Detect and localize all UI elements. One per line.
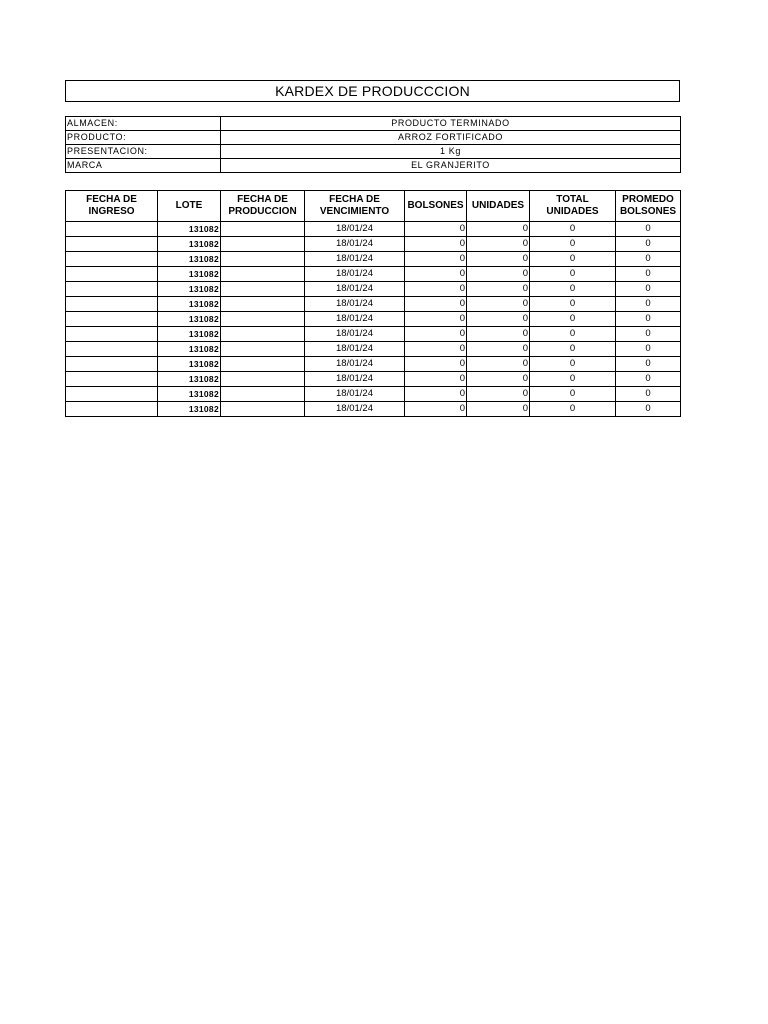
table-row — [66, 372, 681, 387]
cell-lote: 131082 — [158, 342, 221, 357]
cell-promedio-bolsones: 0 — [616, 237, 681, 252]
header-lote: LOTE — [158, 191, 221, 222]
cell-fecha-ingreso — [66, 312, 158, 327]
cell-bolsones: 0 — [405, 252, 467, 267]
cell-unidades: 0 — [467, 282, 530, 297]
cell-fecha-vencimiento: 18/01/24 — [305, 342, 405, 357]
cell-fecha-produccion — [221, 267, 305, 282]
table-row — [66, 327, 681, 342]
cell-fecha-vencimiento: 18/01/24 — [305, 372, 405, 387]
cell-fecha-produccion — [221, 252, 305, 267]
cell-fecha-ingreso — [66, 297, 158, 312]
cell-bolsones: 0 — [405, 222, 467, 237]
cell-fecha-ingreso — [66, 327, 158, 342]
table-row — [66, 237, 681, 252]
info-row-presentacion — [66, 145, 681, 159]
cell-fecha-ingreso — [66, 372, 158, 387]
cell-bolsones: 0 — [405, 327, 467, 342]
cell-total-unidades: 0 — [530, 312, 616, 327]
info-table — [65, 116, 681, 173]
cell-fecha-vencimiento: 18/01/24 — [305, 222, 405, 237]
cell-fecha-ingreso — [66, 342, 158, 357]
cell-promedio-bolsones: 0 — [616, 372, 681, 387]
info-row-almacen — [66, 117, 681, 131]
table-row — [66, 357, 681, 372]
cell-fecha-produccion — [221, 282, 305, 297]
cell-promedio-bolsones: 0 — [616, 312, 681, 327]
table-header-row — [66, 191, 681, 222]
table-row — [66, 312, 681, 327]
cell-unidades: 0 — [467, 327, 530, 342]
cell-fecha-vencimiento: 18/01/24 — [305, 282, 405, 297]
info-value: PRODUCTO TERMINADO — [221, 117, 681, 131]
cell-unidades: 0 — [467, 357, 530, 372]
cell-total-unidades: 0 — [530, 402, 616, 417]
cell-unidades: 0 — [467, 387, 530, 402]
cell-fecha-produccion — [221, 297, 305, 312]
header-fecha-vencimiento: FECHA DE VENCIMIENTO — [305, 191, 405, 222]
cell-lote: 131082 — [158, 267, 221, 282]
cell-fecha-produccion — [221, 387, 305, 402]
cell-total-unidades: 0 — [530, 327, 616, 342]
cell-unidades: 0 — [467, 237, 530, 252]
table-row — [66, 402, 681, 417]
info-row-marca — [66, 159, 681, 173]
header-promedio-bolsones: PROMEDO BOLSONES — [616, 191, 681, 222]
cell-fecha-ingreso — [66, 387, 158, 402]
cell-fecha-vencimiento: 18/01/24 — [305, 312, 405, 327]
table-row — [66, 342, 681, 357]
cell-fecha-vencimiento: 18/01/24 — [305, 402, 405, 417]
cell-total-unidades: 0 — [530, 357, 616, 372]
header-fecha-produccion: FECHA DE PRODUCCION — [221, 191, 305, 222]
cell-promedio-bolsones: 0 — [616, 402, 681, 417]
cell-fecha-ingreso — [66, 267, 158, 282]
header-unidades: UNIDADES — [467, 191, 530, 222]
table-body — [66, 222, 681, 417]
cell-unidades: 0 — [467, 312, 530, 327]
table-row — [66, 297, 681, 312]
page-title: KARDEX DE PRODUCCCION — [65, 80, 680, 102]
cell-promedio-bolsones: 0 — [616, 387, 681, 402]
cell-fecha-ingreso — [66, 222, 158, 237]
cell-total-unidades: 0 — [530, 237, 616, 252]
info-value: 1 Kg — [221, 145, 681, 159]
cell-total-unidades: 0 — [530, 282, 616, 297]
header-fecha-ingreso: FECHA DE INGRESO — [66, 191, 158, 222]
table-row — [66, 267, 681, 282]
cell-bolsones: 0 — [405, 387, 467, 402]
cell-promedio-bolsones: 0 — [616, 267, 681, 282]
cell-fecha-produccion — [221, 357, 305, 372]
cell-bolsones: 0 — [405, 237, 467, 252]
cell-fecha-vencimiento: 18/01/24 — [305, 327, 405, 342]
cell-fecha-produccion — [221, 312, 305, 327]
cell-lote: 131082 — [158, 282, 221, 297]
cell-lote: 131082 — [158, 387, 221, 402]
cell-total-unidades: 0 — [530, 342, 616, 357]
info-label: MARCA — [66, 159, 221, 173]
cell-unidades: 0 — [467, 297, 530, 312]
cell-total-unidades: 0 — [530, 387, 616, 402]
cell-lote: 131082 — [158, 357, 221, 372]
table-row — [66, 282, 681, 297]
cell-lote: 131082 — [158, 237, 221, 252]
cell-lote: 131082 — [158, 297, 221, 312]
cell-total-unidades: 0 — [530, 222, 616, 237]
cell-promedio-bolsones: 0 — [616, 252, 681, 267]
cell-fecha-produccion — [221, 372, 305, 387]
cell-lote: 131082 — [158, 252, 221, 267]
info-value: EL GRANJERITO — [221, 159, 681, 173]
cell-lote: 131082 — [158, 327, 221, 342]
cell-total-unidades: 0 — [530, 252, 616, 267]
cell-promedio-bolsones: 0 — [616, 342, 681, 357]
cell-bolsones: 0 — [405, 267, 467, 282]
cell-promedio-bolsones: 0 — [616, 327, 681, 342]
cell-total-unidades: 0 — [530, 372, 616, 387]
cell-lote: 131082 — [158, 402, 221, 417]
cell-promedio-bolsones: 0 — [616, 222, 681, 237]
cell-promedio-bolsones: 0 — [616, 282, 681, 297]
cell-lote: 131082 — [158, 312, 221, 327]
cell-fecha-vencimiento: 18/01/24 — [305, 297, 405, 312]
cell-unidades: 0 — [467, 222, 530, 237]
cell-fecha-ingreso — [66, 402, 158, 417]
info-label: ALMACEN: — [66, 117, 221, 131]
cell-bolsones: 0 — [405, 357, 467, 372]
cell-fecha-ingreso — [66, 282, 158, 297]
cell-fecha-produccion — [221, 237, 305, 252]
cell-fecha-vencimiento: 18/01/24 — [305, 252, 405, 267]
cell-fecha-produccion — [221, 222, 305, 237]
table-row — [66, 222, 681, 237]
header-total-unidades: TOTAL UNIDADES — [530, 191, 616, 222]
info-label: PRESENTACION: — [66, 145, 221, 159]
cell-fecha-produccion — [221, 402, 305, 417]
cell-fecha-ingreso — [66, 357, 158, 372]
cell-fecha-ingreso — [66, 252, 158, 267]
cell-fecha-vencimiento: 18/01/24 — [305, 387, 405, 402]
cell-bolsones: 0 — [405, 297, 467, 312]
table-row — [66, 252, 681, 267]
cell-fecha-vencimiento: 18/01/24 — [305, 267, 405, 282]
cell-fecha-produccion — [221, 327, 305, 342]
cell-unidades: 0 — [467, 402, 530, 417]
cell-bolsones: 0 — [405, 282, 467, 297]
header-bolsones: BOLSONES — [405, 191, 467, 222]
cell-fecha-vencimiento: 18/01/24 — [305, 237, 405, 252]
cell-unidades: 0 — [467, 342, 530, 357]
table-row — [66, 387, 681, 402]
info-label: PRODUCTO: — [66, 131, 221, 145]
cell-lote: 131082 — [158, 372, 221, 387]
cell-unidades: 0 — [467, 252, 530, 267]
cell-fecha-produccion — [221, 342, 305, 357]
info-value: ARROZ FORTIFICADO — [221, 131, 681, 145]
cell-fecha-ingreso — [66, 237, 158, 252]
cell-fecha-vencimiento: 18/01/24 — [305, 357, 405, 372]
cell-bolsones: 0 — [405, 342, 467, 357]
cell-unidades: 0 — [467, 372, 530, 387]
cell-bolsones: 0 — [405, 312, 467, 327]
cell-total-unidades: 0 — [530, 297, 616, 312]
cell-unidades: 0 — [467, 267, 530, 282]
kardex-table — [65, 190, 681, 417]
cell-bolsones: 0 — [405, 372, 467, 387]
cell-promedio-bolsones: 0 — [616, 297, 681, 312]
cell-lote: 131082 — [158, 222, 221, 237]
info-row-producto — [66, 131, 681, 145]
cell-promedio-bolsones: 0 — [616, 357, 681, 372]
cell-total-unidades: 0 — [530, 267, 616, 282]
cell-bolsones: 0 — [405, 402, 467, 417]
